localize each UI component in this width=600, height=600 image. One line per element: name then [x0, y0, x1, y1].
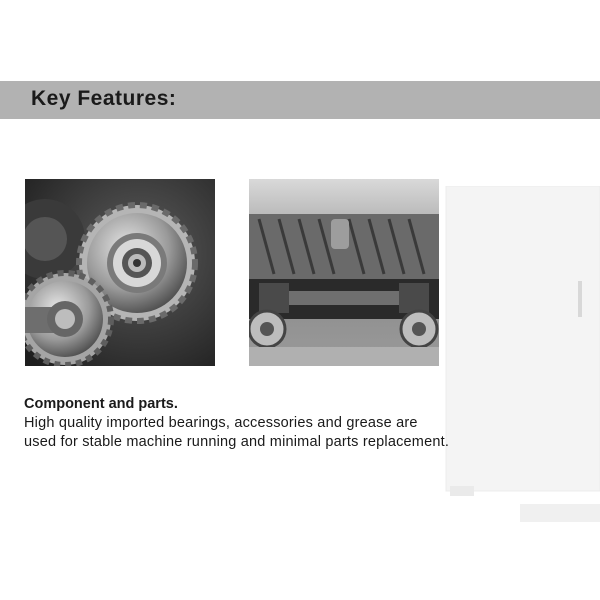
caption-title: Component and parts. [24, 396, 178, 412]
caption-body: High quality imported bearings, accessories and grease are used for stable machine running and minimal parts replacement. [24, 415, 450, 450]
chain-conveyor-photo [249, 179, 439, 366]
header-band [0, 81, 600, 119]
section-title: Key Features: [31, 87, 177, 110]
gears-photo [25, 179, 215, 366]
machine-ghost-image [440, 186, 600, 526]
